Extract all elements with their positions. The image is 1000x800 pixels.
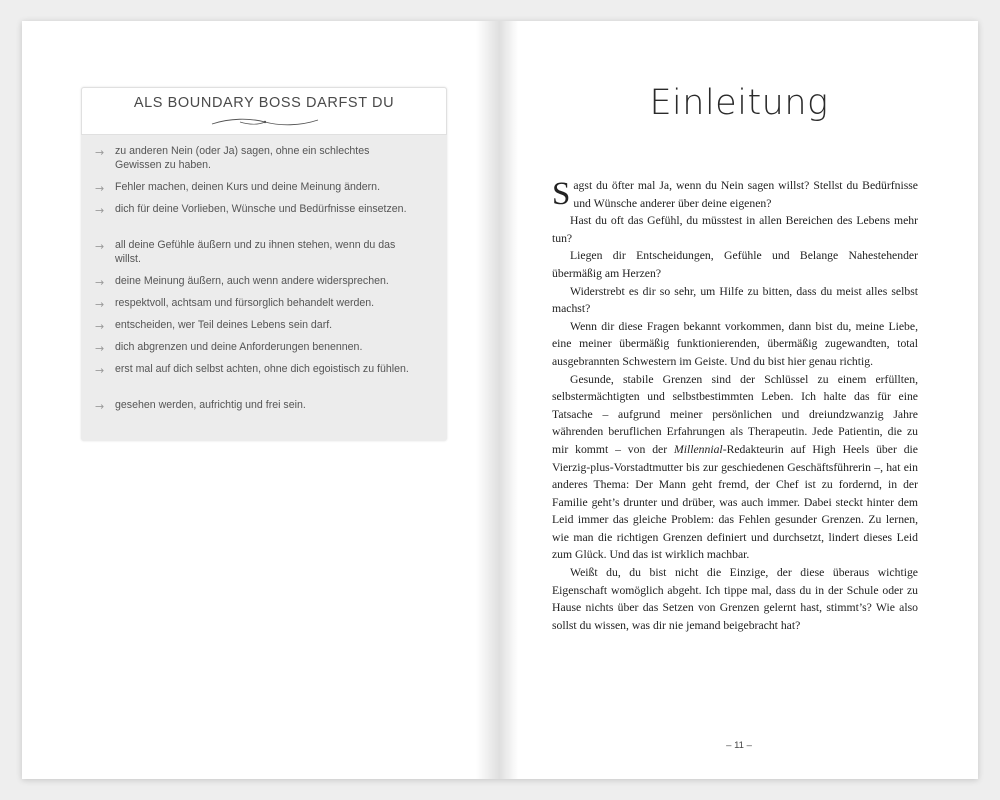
list-item-text: entscheiden, wer Teil deines Lebens sein darf. xyxy=(115,319,333,331)
list-item xyxy=(81,275,447,297)
list-item-text: gesehen werden, aufrichtig und frei sein. xyxy=(115,399,306,411)
paragraph: Widerstrebt es dir so sehr, um Hilfe zu bitten, dass du meist alles selbst machst? xyxy=(552,284,918,316)
list-item xyxy=(81,181,447,203)
list-item xyxy=(81,363,447,399)
paragraph-text: -Redakteurin auf High Heels über die Vierzig-plus-Vorstadtmutter bis zur geschiedenen Geschäftsführerin –, hat ein anderes Thema: Der Mann geht fremd, der Chef ist zu fordernd, in der Familie geht’s drunter und drüber, was auch immer. Dabei steckt hinter dem Leid immer das gleiche Problem: das Fehlen gesunder Grenzen. Zu lernen, wie man die richtigen Grenzen definiert und durchsetzt, lindert dieses Leid zum Glück. Und das ist wirklich machbar. xyxy=(552,442,918,562)
list-item xyxy=(81,319,447,341)
list-item xyxy=(81,341,447,363)
arrow-right-icon: → xyxy=(95,364,105,377)
paragraph: Hast du oft das Gefühl, du müsstest in allen Bereichen des Lebens mehr tun? xyxy=(552,214,918,245)
arrow-right-icon: → xyxy=(95,276,105,289)
gutter-shadow-left xyxy=(476,21,500,779)
list-item-text: erst mal auf dich selbst achten, ohne dich egoistisch zu fühlen. xyxy=(115,363,409,375)
list-item-text: deine Meinung äußern, auch wenn andere widersprechen. xyxy=(115,275,389,287)
paragraph: Liegen dir Entscheidungen, Gefühle und Belange Nahestehender übermäßig am Herzen? xyxy=(552,249,918,280)
list-item xyxy=(81,203,447,239)
list-item-text: Fehler machen, deinen Kurs und deine Meinung ändern. xyxy=(115,181,381,193)
info-box xyxy=(81,87,447,441)
left-page xyxy=(22,21,500,779)
drop-cap: S xyxy=(552,176,571,212)
right-page xyxy=(500,21,978,779)
info-box-title: ALS BOUNDARY BOSS DARFST DU xyxy=(133,95,395,111)
gutter-shadow-right xyxy=(500,21,518,779)
paragraph: Weißt du, du bist nicht die Einzige, der diese überaus wichtige Eigenschaft womöglich abgeht. Ich tippe mal, dass du in der Schule oder zu Hause nichts über das Setzen von Grenzen gelernt hast, stimmt’s? Wie also sollst du wissen, was dir nie jemand beigebracht hat? xyxy=(552,566,918,632)
info-box-header xyxy=(81,87,447,135)
paragraph: Wenn dir diese Fragen bekannt vorkommen, dann bist du, meine Liebe, eine meiner übermäßig funktionierenden, übermäßig zugewandten, total ausgebrannten Schwestern im Geiste. Und du bist hier genau richtig. xyxy=(552,319,918,368)
book-spread xyxy=(22,21,978,779)
list-item xyxy=(81,239,447,275)
rights-list xyxy=(81,145,447,421)
page-number: – 11 – xyxy=(726,740,752,751)
paragraph xyxy=(552,371,918,565)
arrow-right-icon: → xyxy=(95,298,105,311)
arrow-right-icon: → xyxy=(95,240,105,253)
arrow-right-icon: → xyxy=(95,320,105,333)
body-text xyxy=(552,177,918,634)
list-item-text: dich abgrenzen und deine Anforderungen benennen. xyxy=(115,341,363,353)
paragraph-text: agst du öfter mal Ja, wenn du Nein sagen willst? Stellst du Bedürfnisse und Wünsche anderer über deine eigenen? xyxy=(573,179,918,210)
paragraph xyxy=(552,177,918,212)
chapter-title: Einleitung xyxy=(649,83,829,123)
arrow-right-icon: → xyxy=(95,182,105,195)
arrow-right-icon: → xyxy=(95,204,105,217)
list-item xyxy=(81,399,447,421)
arrow-right-icon: → xyxy=(95,146,105,159)
arrow-right-icon: → xyxy=(95,342,105,355)
list-item-text: dich für deine Vorlieben, Wünsche und Bedürfnisse einsetzen. xyxy=(115,203,407,215)
italic-term: Millennial xyxy=(673,442,723,456)
paragraph-text: Gesunde, stabile Grenzen sind der Schlüssel zu einem erfüllten, selbstermächtigten und selbstbestimmten Leben. Ich halte das für eine Tatsache – aufgrund meiner persönlichen und dreiundzwanzig Jahre währenden beruflichen Erfahrungen als Therapeutin. Jede Patientin, die zu mir kommt – von der xyxy=(552,372,918,456)
list-item xyxy=(81,145,447,181)
list-item xyxy=(81,297,447,319)
arrow-right-icon: → xyxy=(95,400,105,413)
swirl-divider-icon xyxy=(210,116,320,130)
list-item-text: respektvoll, achtsam und fürsorglich behandelt werden. xyxy=(115,297,375,309)
list-item-text: zu anderen Nein (oder Ja) sagen, ohne ein schlechtes Gewissen zu haben. xyxy=(115,145,370,171)
list-item-text: all deine Gefühle äußern und zu ihnen stehen, wenn du das willst. xyxy=(115,239,396,265)
